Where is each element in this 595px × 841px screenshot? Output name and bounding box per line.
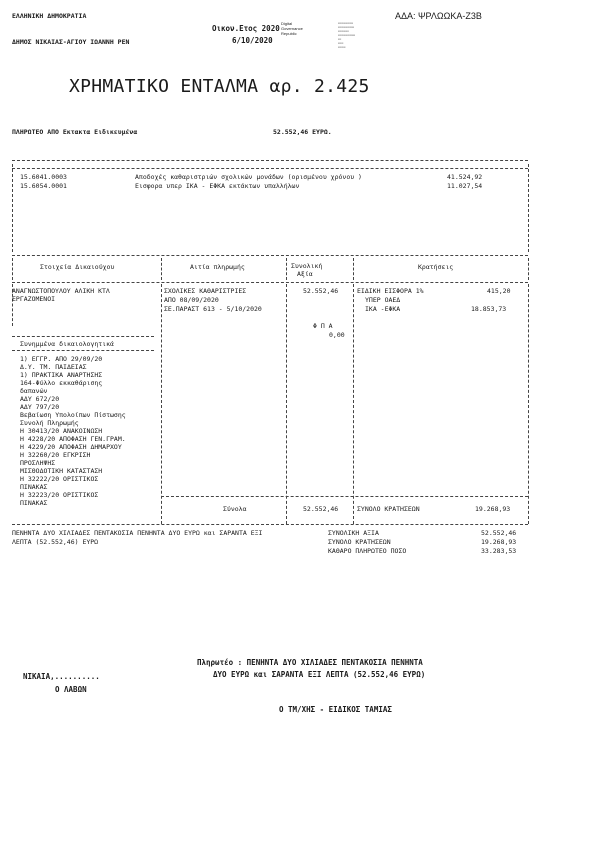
docs-title: Συνημμένα δικαιολογητικά — [20, 340, 114, 348]
column-cause: Αιτία πληρωμής — [190, 263, 245, 271]
attached-document-item: Η 4228/20 ΑΠΟΦΑΣΗ ΓΕΝ.ΓΡΑΜ. — [20, 435, 126, 443]
treasurer-label: Ο ΤΜ/ΧΗΣ - ΕΙΔΙΚΟΣ ΤΑΜΙΑΣ — [279, 705, 392, 714]
vat-label: Φ Π Α — [313, 322, 333, 330]
account-code: 15.6054.0001 — [20, 182, 67, 190]
amount-in-words-line2: ΛΕΠΤΑ (52.552,46) ΕΥΡΩ — [12, 538, 99, 546]
attached-document-item: ΜΙΣΘΟΔΟΤΙΚΗ ΚΑΤΑΣΤΑΣΗ — [20, 467, 103, 475]
total-value: 52.552,46 — [303, 287, 339, 295]
attached-document-item: Η 32223/20 ΟΡΙΣΤΙΚΟΣ — [20, 491, 99, 499]
creditor-name-line2: ΕΡΓΑΖΟΜΕΝΟΙ — [12, 295, 56, 303]
attached-document-item: Η 32260/20 ΕΓΚΡΙΣΗ — [20, 451, 91, 459]
sums-deductions-label: ΣΥΝΟΛΟ ΚΡΑΤΗΣΕΩΝ — [357, 505, 420, 513]
divider — [12, 258, 13, 280]
attached-document-item: ΠΙΝΑΚΑΣ — [20, 499, 48, 507]
attached-document-item: 1) ΠΡΑΚΤΙΚΑ ΑΝΑΡΤΗΣΗΣ — [20, 371, 103, 379]
digital-signature-stamp: ▪▪▪▪▪▪▪▪▪▪▪▪▪▪ ▪▪▪▪▪▪▪▪▪▪▪▪▪▪▪ ▪▪▪▪▪▪▪▪▪▪ ▪▪▪▪▪▪▪▪▪▪▪▪▪▪▪▪ ▪▪▪ ▪▪▪▪▪ ▪▪▪▪▪▪▪ — [338, 21, 356, 49]
account-description: Εισφορα υπερ ΙΚΑ - ΕΦΚΑ εκτάκτων υπαλλήλων — [135, 182, 300, 190]
totals-value: 52.552,46 — [481, 529, 517, 537]
column-creditor: Στοιχεία Δικαιούχου — [40, 263, 115, 271]
amount-in-words: ΠΕΝΗΝΤΑ ΔΥΟ ΧΙΛΙΑΔΕΣ ΠΕΝΤΑΚΟΣΙΑ ΠΕΝΗΝΤΑ ΔΥΟ ΕΥΡΩ και ΣΑΡΑΝΤΑ ΕΞΙ — [12, 529, 263, 537]
divider — [12, 336, 154, 337]
account-code: 15.6041.0003 — [20, 173, 67, 181]
sums-deductions-value: 19.268,93 — [475, 505, 511, 513]
attached-document-item: ΠΡΟΣΛΗΨΗΣ — [20, 459, 56, 467]
sums-total: 52.552,46 — [303, 505, 339, 513]
divider — [12, 168, 528, 169]
divider — [528, 258, 529, 280]
receiver-label: Ο ΛΑΒΩΝ — [55, 685, 87, 694]
column-total: Συνολική — [291, 262, 323, 270]
divider — [12, 164, 13, 252]
cause-line: ΣΕ.ΠΑΡΑΣΤ 613 - 5/10/2020 — [164, 305, 262, 313]
payable-source: ΠΛΗΡΩΤΕΟ ΑΠΟ Εκτακτα Ειδικευμένα — [12, 128, 138, 136]
deduction-label: ΙΚΑ -ΕΦΚΑ — [365, 305, 401, 313]
account-amount: 11.027,54 — [447, 182, 483, 190]
attached-document-item: δαπανών — [20, 387, 48, 395]
creditor-name: ΑΝΑΓΝΩΣΤΟΠΟΥΛΟΥ ΑΛΙΚΗ ΚΤΛ — [12, 287, 110, 295]
attached-document-item: Βεβαίωση Υπολοίπων Πίστωσης — [20, 411, 126, 419]
totals-value: 19.268,93 — [481, 538, 517, 546]
attached-document-item: ΑΔΥ 672/20 — [20, 395, 60, 403]
divider — [286, 258, 287, 280]
attached-document-item: Δ.Υ. ΤΜ. ΠΑΙΔΕΙΑΣ — [20, 363, 87, 371]
fiscal-year: Οικον.Ετος 2020 — [212, 24, 280, 33]
vat-value: 0,00 — [329, 331, 345, 339]
divider — [353, 284, 354, 524]
divider — [12, 350, 154, 351]
cause-line: ΑΠΟ 08/09/2020 — [164, 296, 219, 304]
divider — [528, 284, 529, 524]
divider — [12, 255, 528, 256]
attached-document-item: Η 4229/20 ΑΠΟΦΑΣΗ ΔΗΜΑΡΧΟΥ — [20, 443, 122, 451]
digital-signature-label: Digital Governance Republic — [281, 21, 303, 36]
attached-document-item: ΑΔΥ 797/20 — [20, 403, 60, 411]
column-total-value: Αξία — [297, 270, 313, 278]
document-title: ΧΡΗΜΑΤΙΚΟ ΕΝΤΑΛΜΑ αρ. 2.425 — [69, 76, 370, 97]
divider — [528, 164, 529, 252]
divider — [353, 258, 354, 280]
payable-words-line2: ΔΥΟ ΕΥΡΩ και ΣΑΡΑΝΤΑ ΕΞΙ ΛΕΠΤΑ (52.552,46 ΕΥΡΩ) — [213, 670, 426, 679]
attached-document-item: Η 30413/20 ΑΝΑΚΟΙΝΩΣΗ — [20, 427, 103, 435]
municipality-name: ΔΗΜΟΣ ΝΙΚΑΙΑΣ-ΑΓΙΟΥ ΙΩΑΝΝΗ ΡΕΝ — [12, 38, 130, 46]
account-amount: 41.524,92 — [447, 173, 483, 181]
totals-label: ΚΑΘΑΡΟ ΠΛΗΡΩΤΕΟ ΠΟΣΟ — [328, 547, 407, 555]
totals-label: ΣΥΝΟΛΙΚΗ ΑΞΙΑ — [328, 529, 379, 537]
divider — [12, 160, 528, 161]
column-deductions: Κρατήσεις — [418, 263, 454, 271]
state-name: ΕΛΛΗΝΙΚΗ ΔΗΜΟΚΡΑΤΙΑ — [12, 12, 87, 20]
ada-code: ΑΔΑ: ΨΡΛΩΩΚΑ-Ζ3Β — [395, 11, 482, 21]
deduction-label: ΥΠΕΡ ΟΑΕΔ — [365, 296, 401, 304]
divider — [12, 524, 528, 525]
divider — [286, 284, 287, 524]
deduction-label: ΕΙΔΙΚΗ ΕΙΣΦΟΡΑ 1% — [357, 287, 424, 295]
deduction-amount: 18.853,73 — [471, 305, 507, 313]
divider — [12, 282, 528, 283]
issue-date: 6/10/2020 — [232, 36, 273, 45]
divider — [161, 496, 528, 497]
attached-document-item: 1) ΕΓΓΡ. ΑΠΟ 29/09/20 — [20, 355, 103, 363]
attached-document-item: ΠΙΝΑΚΑΣ — [20, 483, 48, 491]
attached-document-item: Η 32222/20 ΟΡΙΣΤΙΚΟΣ — [20, 475, 99, 483]
place-field: ΝΙΚΑΙΑ,.......... — [23, 672, 100, 681]
payable-words: Πληρωτέο : ΠΕΝΗΝΤΑ ΔΥΟ ΧΙΛΙΑΔΕΣ ΠΕΝΤΑΚΟΣΙΑ ΠΕΝΗΝΤΑ — [197, 658, 423, 667]
attached-document-item: 164-Φύλλο εκκαθάρισης — [20, 379, 103, 387]
attached-document-item: Συνολή Πληρωμής — [20, 419, 79, 427]
divider — [161, 284, 162, 524]
divider — [161, 258, 162, 280]
account-description: Αποδοχές καθαριστριών σχολικών μονάδων (ορισμένου χρόνου ) — [135, 173, 362, 181]
deduction-amount: 415,20 — [487, 287, 511, 295]
sums-label: Σύνολα — [223, 505, 247, 513]
totals-label: ΣΥΝΟΛΟ ΚΡΑΤΗΣΕΩΝ — [328, 538, 391, 546]
totals-value: 33.283,53 — [481, 547, 517, 555]
payable-amount: 52.552,46 ΕΥΡΩ. — [273, 128, 332, 136]
cause-line: ΣΧΟΛΙΚΕΣ ΚΑΘΑΡΙΣΤΡΙΕΣ — [164, 287, 247, 295]
